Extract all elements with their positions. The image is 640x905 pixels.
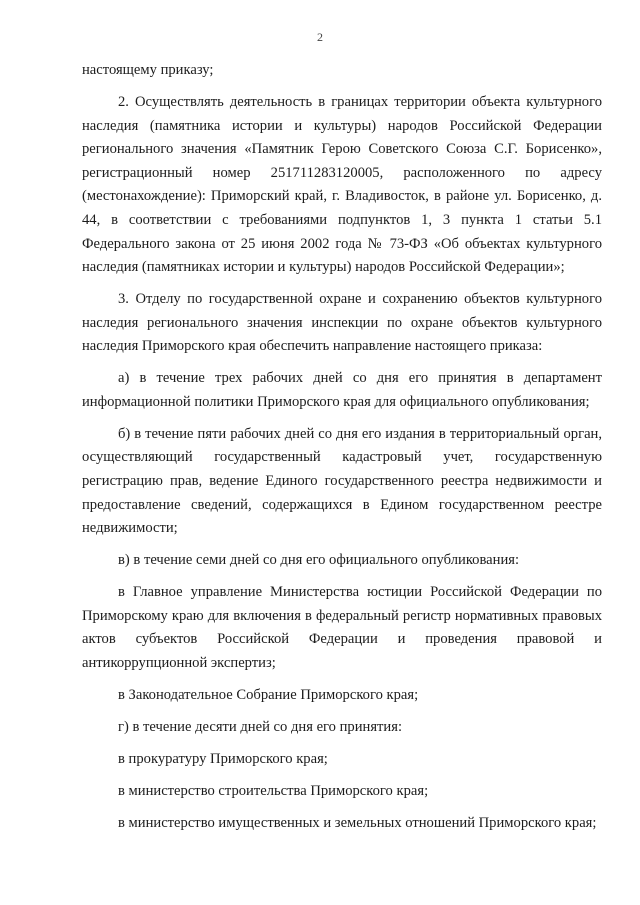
paragraph-subitem-g-construction: в министерство строительства Приморского края; [118,782,429,799]
paragraph-subitem-a: а) в течение трех рабочих дней со дня его принятия в департамент информационной политики Приморского края для официального опубликования; [82,370,602,410]
paragraph-subitem-v-assembly: в Законодательное Собрание Приморского края; [118,686,419,703]
paragraph-continuation: настоящему приказу; [82,62,214,78]
paragraph-subitem-v-justice: в Главное управление Министерства юстиции Российской Федерации по Приморскому краю для включения в федеральный регистр нормативных правовых актов субъектов Российской Федерации и проведения правовой и антикоррупционной экспертиз; [82,584,602,671]
document-body [82,59,602,836]
paragraph-subitem-g-property: в министерство имущественных и земельных отношений Приморского края; [118,814,597,831]
page-number: 2 [317,30,323,44]
paragraph-subitem-g: г) в течение десяти дней со дня его принятия: [118,718,403,735]
paragraph-subitem-g-prosecutor: в прокуратуру Приморского края; [118,750,328,767]
paragraph-subitem-b: б) в течение пяти рабочих дней со дня его издания в территориальный орган, осуществляющий государственный кадастровый учет, государственную регистрацию прав, ведение Единого государственного реестра недвижимости и предоставление сведений, содержащихся в Едином государственном реестре недвижимости; [82,425,602,537]
paragraph-subitem-v: в) в течение семи дней со дня его официального опубликования: [118,552,520,569]
paragraph-item-3: 3. Отделу по государственной охране и сохранению объектов культурного наследия регионального значения инспекции по охране объектов культурного наследия Приморского края обеспечить направление настоящего приказа: [82,291,602,355]
paragraph-item-2: 2. Осуществлять деятельность в границах территории объекта культурного наследия (памятника истории и культуры) народов Российской Федерации регионального значения «Памятник Герою Советского Союза С.Г. Борисенко», регистрационный номер 251711283120005, расположенного по адресу (местонахождение): Приморский край, г. Владивосток, в районе ул. Борисенко, д. 44, в соответствии с требованиями подпунктов 1, 3 пункта 1 статьи 5.1 Федерального закона от 25 июня 2002 года № 73-ФЗ «Об объектах культурного наследия (памятниках истории и культуры) народов Российской Федерации»; [82,93,602,276]
